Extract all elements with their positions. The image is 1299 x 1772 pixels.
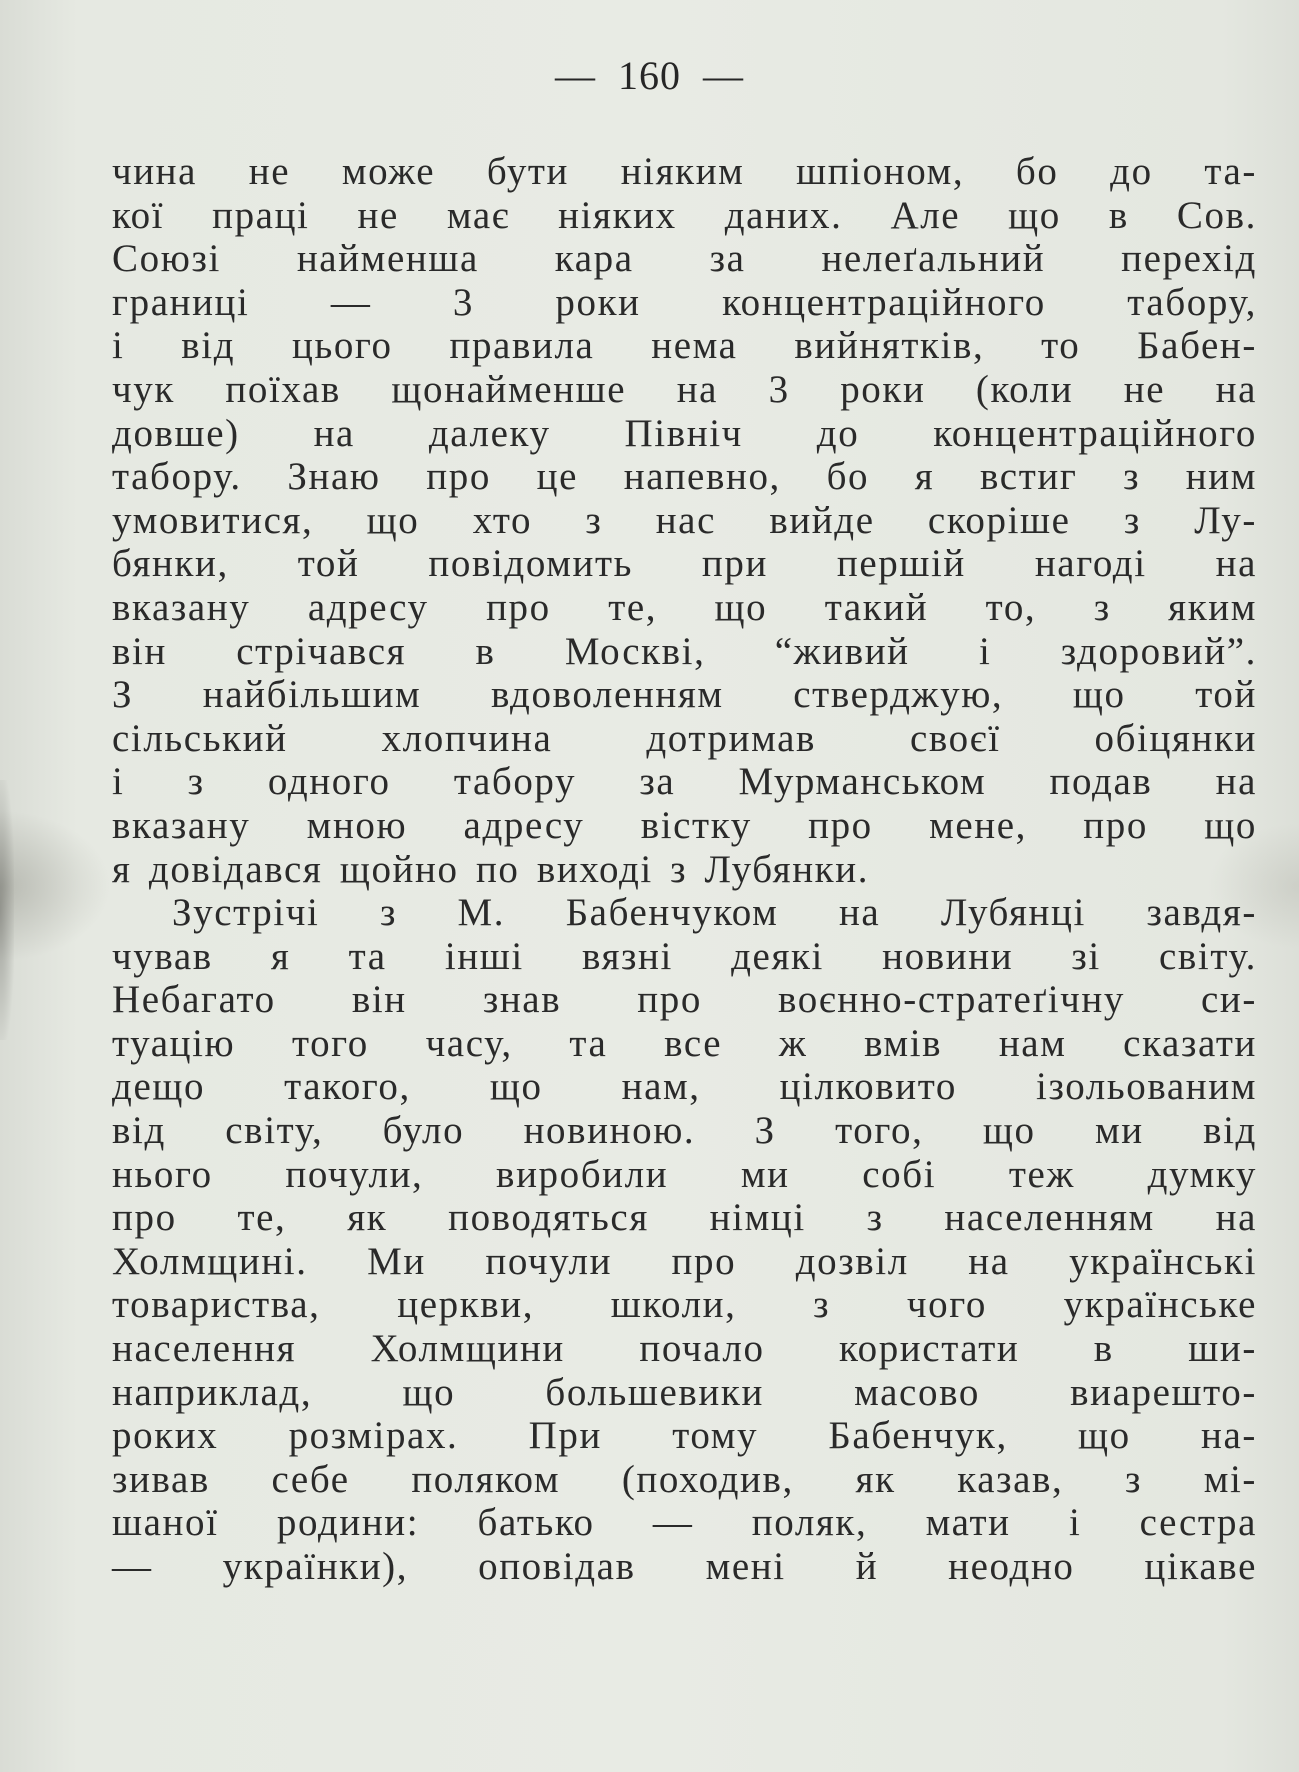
text-line: вказану адресу про те, що такий то, з яким [112, 585, 1257, 629]
text-line: про те, як поводяться німці з населенням на [112, 1196, 1257, 1240]
text-line: довше) на далеку Північ до концентраційного [112, 411, 1257, 455]
text-line: чук поїхав щонайменше на 3 роки (коли не на [112, 367, 1257, 411]
page-number-header [0, 52, 1299, 99]
text-line: наприклад, що большевики масово виарешто- [112, 1370, 1257, 1414]
page-number-dash-right: — [703, 53, 744, 98]
page-number-dash-left: — [555, 53, 596, 98]
text-line: сільський хлопчина дотримав своєї обіцянки [112, 716, 1257, 760]
text-line: границі — 3 роки концентраційного табору, [112, 280, 1257, 324]
text-line: зивав себе поляком (походив, як казав, з мі- [112, 1457, 1257, 1501]
page-number: 160 [618, 53, 681, 98]
text-line: дещо такого, що нам, цілковито ізольованим [112, 1065, 1257, 1109]
text-line: і від цього правила нема вийнятків, то Бабен- [112, 324, 1257, 368]
text-line: З найбільшим вдоволенням стверджую, що той [112, 673, 1257, 717]
text-line: шаної родини: батько — поляк, мати і сестра [112, 1501, 1257, 1545]
paragraph-end-line: я довідався щойно по виході з Лубянки. [112, 847, 870, 891]
text-line: і з одного табору за Мурманськом подав на [112, 760, 1257, 804]
text-line: Небагато він знав про воєнно-стратеґічну си- [112, 978, 1257, 1022]
text-line: Союзі найменша кара за нелеґальний перехід [112, 237, 1257, 281]
text-line: вказану мною адресу вістку про мене, про що [112, 803, 1257, 847]
text-line: населення Холмщини почало користати в ши- [112, 1327, 1257, 1371]
text-line: Холмщині. Ми почули про дозвіл на українські [112, 1239, 1257, 1283]
text-line: він стрічався в Москві, “живий і здоровий”. [112, 629, 1257, 673]
text-line: бянки, той повідомить при першій нагоді на [112, 542, 1257, 586]
page-body-text [112, 150, 1257, 1589]
page-edge-shadow [0, 780, 14, 1040]
text-line: чував я та інші вязні деякі новини зі світу. [112, 934, 1257, 978]
text-line: умовитися, що хто з нас вийде скоріше з Лу- [112, 498, 1257, 542]
text-line: табору. Знаю про це напевно, бо я встиг з ним [112, 455, 1257, 499]
text-line: туацію того часу, та все ж вмів нам сказати [112, 1021, 1257, 1065]
text-line: чина не може бути ніяким шпіоном, бо до та- [112, 150, 1257, 193]
text-line: товариства, церкви, школи, з чого українське [112, 1283, 1257, 1327]
text-line: від світу, було новиною. З того, що ми від [112, 1109, 1257, 1153]
text-line: кої праці не має ніяких даних. Але що в Сов. [112, 193, 1257, 237]
paragraph-start-line: Зустрічі з М. Бабенчуком на Лубянці завдя- [172, 891, 1257, 935]
text-line: роких розмірах. При тому Бабенчук, що на- [112, 1414, 1257, 1458]
text-line: — українки), оповідав мені й неодно цікаве [112, 1545, 1257, 1588]
text-line: нього почули, виробили ми собі теж думку [112, 1152, 1257, 1196]
